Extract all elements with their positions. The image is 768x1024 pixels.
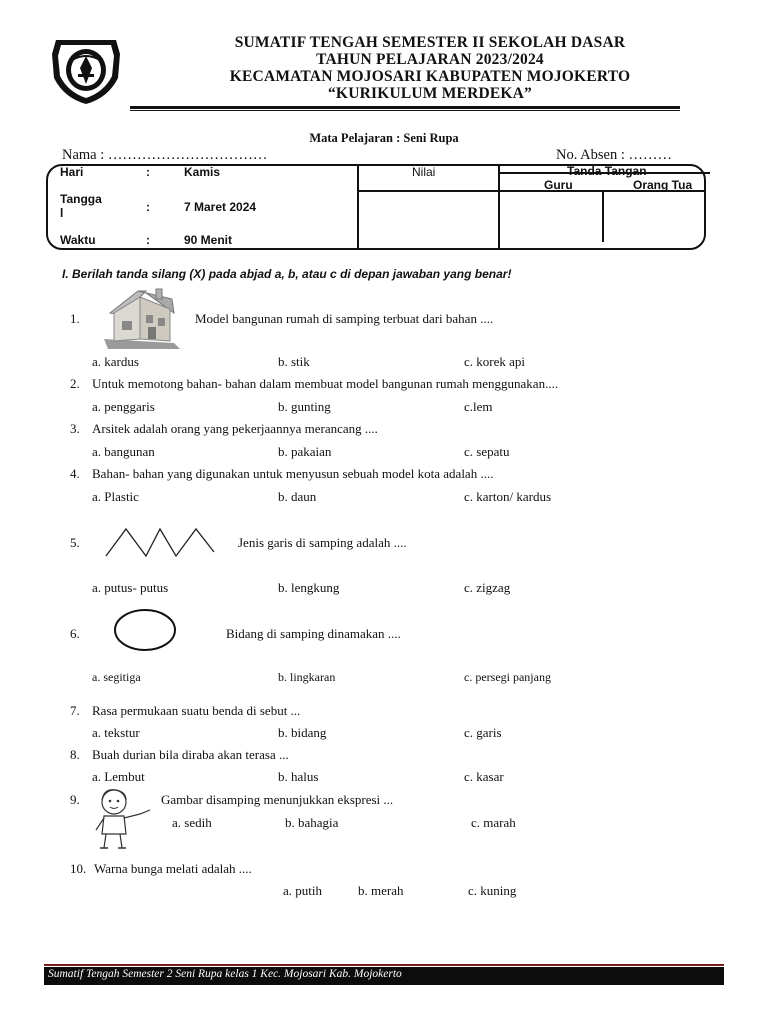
option-a[interactable]: a. putih (283, 883, 322, 898)
question-number: 2. (70, 376, 80, 391)
option-a[interactable]: a. kardus (92, 354, 139, 369)
question-text: Bidang di samping dinamakan .... (226, 626, 401, 641)
info-divider (602, 192, 604, 242)
question-number: 8. (70, 747, 80, 762)
option-a[interactable]: a. bangunan (92, 444, 155, 459)
option-b[interactable]: b. lingkaran (278, 670, 336, 684)
score-label: Nilai (412, 165, 436, 179)
day-value: Kamis (184, 165, 221, 179)
option-c[interactable]: c. karton/ kardus (464, 489, 552, 504)
option-a[interactable]: a. tekstur (92, 725, 140, 740)
question-number: 7. (70, 703, 80, 718)
option-b[interactable]: b. merah (358, 883, 404, 898)
instruction-text: I. Berilah tanda silang (X) pada abjad a, b, atau c di depan jawaban yang benar! (62, 267, 512, 281)
option-c[interactable]: c. marah (471, 815, 516, 830)
question-number: 4. (70, 466, 80, 481)
option-c[interactable]: c. persegi panjang (464, 670, 551, 684)
footer-divider (44, 964, 724, 966)
question-number: 3. (70, 421, 80, 436)
option-c[interactable]: c. kasar (464, 769, 504, 784)
option-a[interactable]: a. penggaris (92, 399, 155, 414)
child-expression-image (90, 786, 156, 852)
header-year: TAHUN PELAJARAN 2023/2024 (316, 51, 544, 68)
option-a[interactable]: a. Plastic (92, 489, 139, 504)
absen-field[interactable]: No. Absen : ……… (556, 147, 672, 163)
option-b[interactable]: b. gunting (278, 399, 331, 414)
question-text: Jenis garis di samping adalah .... (238, 535, 407, 550)
name-field[interactable]: Nama : …………………………… (62, 147, 268, 163)
option-b[interactable]: b. stik (278, 354, 310, 369)
time-colon: : (146, 233, 150, 247)
option-b[interactable]: b. halus (278, 769, 319, 784)
option-a[interactable]: a. putus- putus (92, 580, 169, 595)
info-divider (498, 164, 500, 250)
option-c[interactable]: c. sepatu (464, 444, 510, 459)
question-text: Bahan- bahan yang digunakan untuk menyusun sebuah model kota adalah .... (92, 466, 494, 481)
house-model-image (100, 285, 182, 351)
option-a[interactable]: a. segitiga (92, 670, 141, 684)
question-text: Warna bunga melati adalah .... (94, 861, 252, 876)
option-b[interactable]: b. lengkung (278, 580, 340, 595)
option-c[interactable]: c. garis (464, 725, 502, 740)
question-text: Model bangunan rumah di samping terbuat dari bahan .... (195, 311, 494, 326)
footer-text: Sumatif Tengah Semester 2 Seni Rupa kelas 1 Kec. Mojosari Kab. Mojokerto (48, 968, 402, 980)
header-divider-thin (130, 110, 680, 111)
time-label: Waktu (60, 233, 96, 247)
option-b[interactable]: b. pakaian (278, 444, 332, 459)
time-value: 90 Menit (184, 233, 233, 247)
header-curriculum: “KURIKULUM MERDEKA” (327, 85, 532, 102)
info-divider (357, 164, 359, 250)
day-colon: : (146, 165, 150, 179)
option-b[interactable]: b. bidang (278, 725, 327, 740)
date-value: 7 Maret 2024 (184, 200, 257, 214)
option-c[interactable]: c. kuning (468, 883, 517, 898)
option-b[interactable]: b. bahagia (285, 815, 339, 830)
question-text: Buah durian bila diraba akan terasa ... (92, 747, 289, 762)
date-label: Tangga (60, 192, 102, 206)
circle-shape-image (113, 608, 177, 652)
option-a[interactable]: a. sedih (172, 815, 212, 830)
option-b[interactable]: b. daun (278, 489, 317, 504)
zigzag-line-image (104, 526, 216, 558)
question-text: Gambar disamping menunjukkan ekspresi ... (161, 792, 394, 807)
question-number: 1. (70, 311, 80, 326)
header-district: KECAMATAN MOJOSARI KABUPATEN MOJOKERTO (229, 68, 631, 85)
option-c[interactable]: c. korek api (464, 354, 526, 369)
date-label-wrap: l (60, 206, 64, 220)
question-number: 10. (70, 861, 87, 876)
option-c[interactable]: c.lem (464, 399, 493, 414)
option-c[interactable]: c. zigzag (464, 580, 511, 595)
school-logo (48, 34, 124, 106)
subject-title: Mata Pelajaran : Seni Rupa (309, 131, 459, 145)
teacher-label: Guru (544, 178, 573, 192)
option-a[interactable]: a. Lembut (92, 769, 145, 784)
parent-label: Orang Tua (633, 178, 693, 192)
header-title: SUMATIF TENGAH SEMESTER II SEKOLAH DASAR (234, 34, 626, 51)
question-number: 9. (70, 792, 80, 807)
header-divider (130, 106, 680, 109)
question-text: Arsitek adalah orang yang pekerjaannya merancang .... (92, 421, 378, 436)
day-label: Hari (60, 165, 84, 179)
question-number: 5. (70, 535, 80, 550)
question-text: Untuk memotong bahan- bahan dalam membuat model bangunan rumah menggunakan.... (92, 376, 559, 391)
date-colon: : (146, 200, 150, 214)
question-number: 6. (70, 626, 80, 641)
signature-label: Tanda Tangan (567, 164, 647, 178)
question-text: Rasa permukaan suatu benda di sebut ... (92, 703, 301, 718)
